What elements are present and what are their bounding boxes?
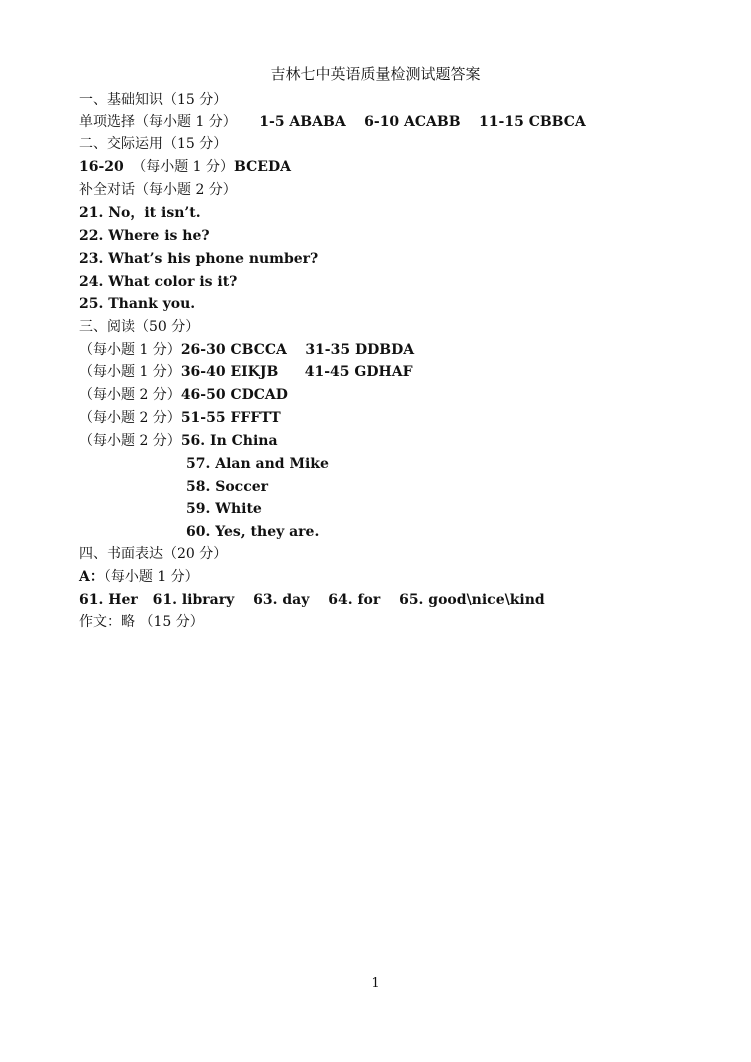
answer-25: 25. Thank you. <box>79 296 196 312</box>
document-title: 吉林七中英语质量检测试题答案 <box>270 65 481 83</box>
reading-row-3 <box>79 385 288 405</box>
answer-58: 58. Soccer <box>186 479 269 495</box>
answer-62: 61. library <box>152 592 235 608</box>
answers-1-5: 1-5 ABABA <box>259 114 346 130</box>
answer-22: 22. Where is he? <box>79 228 210 244</box>
reading-row-2 <box>79 362 413 382</box>
section-4-heading: 四、书面表达（20 分） <box>79 546 228 562</box>
answers-46-50: 46-50 CDCAD <box>180 387 288 403</box>
writing-a-prefix: A： <box>79 569 104 585</box>
section-2-heading: 二、交际运用（15 分） <box>79 136 228 152</box>
section-1-heading: 一、基础知识（15 分） <box>79 92 228 108</box>
answer-61: 61. Her <box>79 592 138 608</box>
single-choice-row <box>79 112 586 132</box>
section-3-heading: 三、阅读（50 分） <box>79 319 200 335</box>
answers-11-15: 11-15 CBBCA <box>479 114 586 130</box>
reading-row-1-note: （每小题 1 分） <box>79 342 181 358</box>
reading-row-5 <box>79 431 278 451</box>
answers-16-20: BCEDA <box>234 159 291 175</box>
answers-36-40: 36-40 EIKJB <box>180 364 279 380</box>
answers-16-20-note: （每小题 1 分） <box>132 159 235 175</box>
single-choice-label: 单项选择（每小题 1 分） <box>79 114 237 130</box>
answers-16-20-row <box>79 157 291 177</box>
dialogue-label: 补全对话（每小题 2 分） <box>79 182 237 198</box>
reading-row-3-note: （每小题 2 分） <box>79 387 181 403</box>
answer-63: 63. day <box>253 592 310 608</box>
answers-6-10: 6-10 ACABB <box>364 114 461 130</box>
writing-a-row <box>79 567 199 587</box>
writing-a-note: （每小题 1 分） <box>103 569 199 585</box>
answers-26-30: 26-30 CBCCA <box>180 342 287 358</box>
answer-24: 24. What color is it? <box>79 274 238 290</box>
reading-row-1 <box>79 340 414 360</box>
answer-64: 64. for <box>328 592 381 608</box>
answer-23: 23. What’s his phone number? <box>79 251 319 267</box>
answer-65: 65. good\nice\kind <box>399 592 545 608</box>
answers-31-35: 31-35 DDBDA <box>305 342 415 358</box>
answer-59: 59. White <box>186 501 262 517</box>
answers-41-45: 41-45 GDHAF <box>304 364 413 380</box>
answer-21: 21. No，it isn’t. <box>79 205 201 221</box>
answers-61-65-row <box>79 590 545 610</box>
reading-row-4 <box>79 408 281 428</box>
page-number: 1 <box>371 976 380 991</box>
answers-16-20-prefix: 16-20 <box>79 159 124 175</box>
answer-57: 57. Alan and Mike <box>186 456 329 472</box>
reading-row-5-note: （每小题 2 分） <box>79 433 181 449</box>
reading-row-2-note: （每小题 1 分） <box>79 364 181 380</box>
essay-note: 作文：略 （15 分） <box>79 614 204 630</box>
reading-row-4-note: （每小题 2 分） <box>79 410 181 426</box>
answers-51-55: 51-55 FFFTT <box>180 410 281 426</box>
answer-56: 56. In China <box>180 433 278 449</box>
answer-60: 60. Yes, they are. <box>186 524 320 540</box>
